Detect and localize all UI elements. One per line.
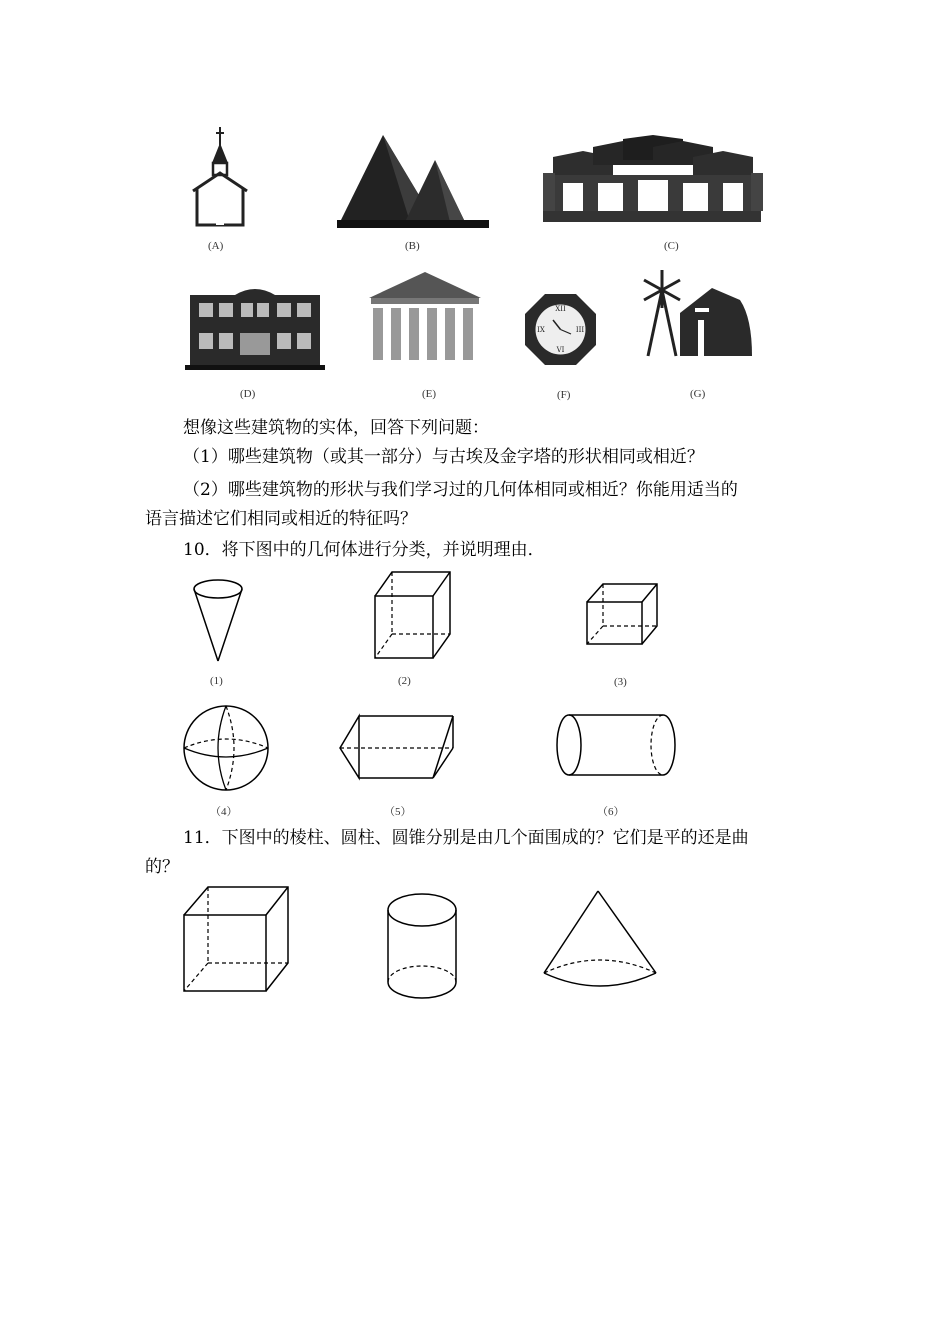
caption-solid-2: (2) — [398, 675, 411, 687]
q11-line2: 的？ — [145, 857, 179, 877]
solid-5-triangular-prism — [335, 712, 460, 784]
caption-building-c: (C) — [664, 240, 679, 252]
q9-intro: 想像这些建筑物的实体，回答下列问题： — [183, 418, 489, 438]
svg-text:VI: VI — [556, 346, 565, 354]
caption-solid-1: (1) — [210, 675, 223, 687]
building-f-clock — [523, 292, 598, 367]
building-c-archway — [543, 135, 763, 225]
q9-sub2-line2: 语言描述它们相同或相近的特征吗？ — [145, 509, 417, 529]
q11-prism — [180, 883, 292, 996]
solid-2-cube — [370, 568, 455, 663]
building-e-temple — [365, 270, 485, 365]
caption-building-a: (A) — [208, 240, 224, 252]
caption-solid-6: （6） — [597, 806, 625, 818]
caption-building-g: (G) — [690, 388, 706, 400]
building-d-school — [185, 285, 325, 370]
caption-solid-3: (3) — [614, 676, 627, 688]
svg-text:IX: IX — [537, 326, 545, 334]
q11-line1: 11．下图中的棱柱、圆柱、圆锥分别是由几个面围成的？它们是平的还是曲 — [183, 828, 749, 848]
caption-building-e: (E) — [422, 388, 437, 400]
building-b-pyramids — [335, 130, 495, 230]
q11-cylinder — [382, 890, 462, 1002]
q9-sub2-line1: （2）哪些建筑物的形状与我们学习过的几何体相同或相近？你能用适当的 — [183, 480, 738, 500]
caption-building-b: (B) — [405, 240, 420, 252]
q9-sub1: （1）哪些建筑物（或其一部分）与古埃及金字塔的形状相同或相近？ — [183, 447, 704, 467]
caption-building-f: (F) — [557, 389, 571, 401]
solid-1-cone — [188, 575, 248, 665]
svg-text:XII: XII — [555, 305, 566, 313]
building-g-barn — [640, 268, 755, 358]
q10-text: 10．将下图中的几何体进行分类，并说明理由． — [183, 540, 545, 560]
caption-solid-5: （5） — [384, 806, 412, 818]
caption-building-d: (D) — [240, 388, 256, 400]
q11-cone — [538, 887, 663, 995]
building-a-church — [185, 125, 255, 230]
solid-4-sphere — [180, 702, 272, 794]
solid-3-cuboid — [583, 580, 661, 650]
svg-text:III: III — [575, 326, 585, 334]
solid-6-cylinder — [553, 710, 683, 780]
caption-solid-4: （4） — [210, 806, 238, 818]
